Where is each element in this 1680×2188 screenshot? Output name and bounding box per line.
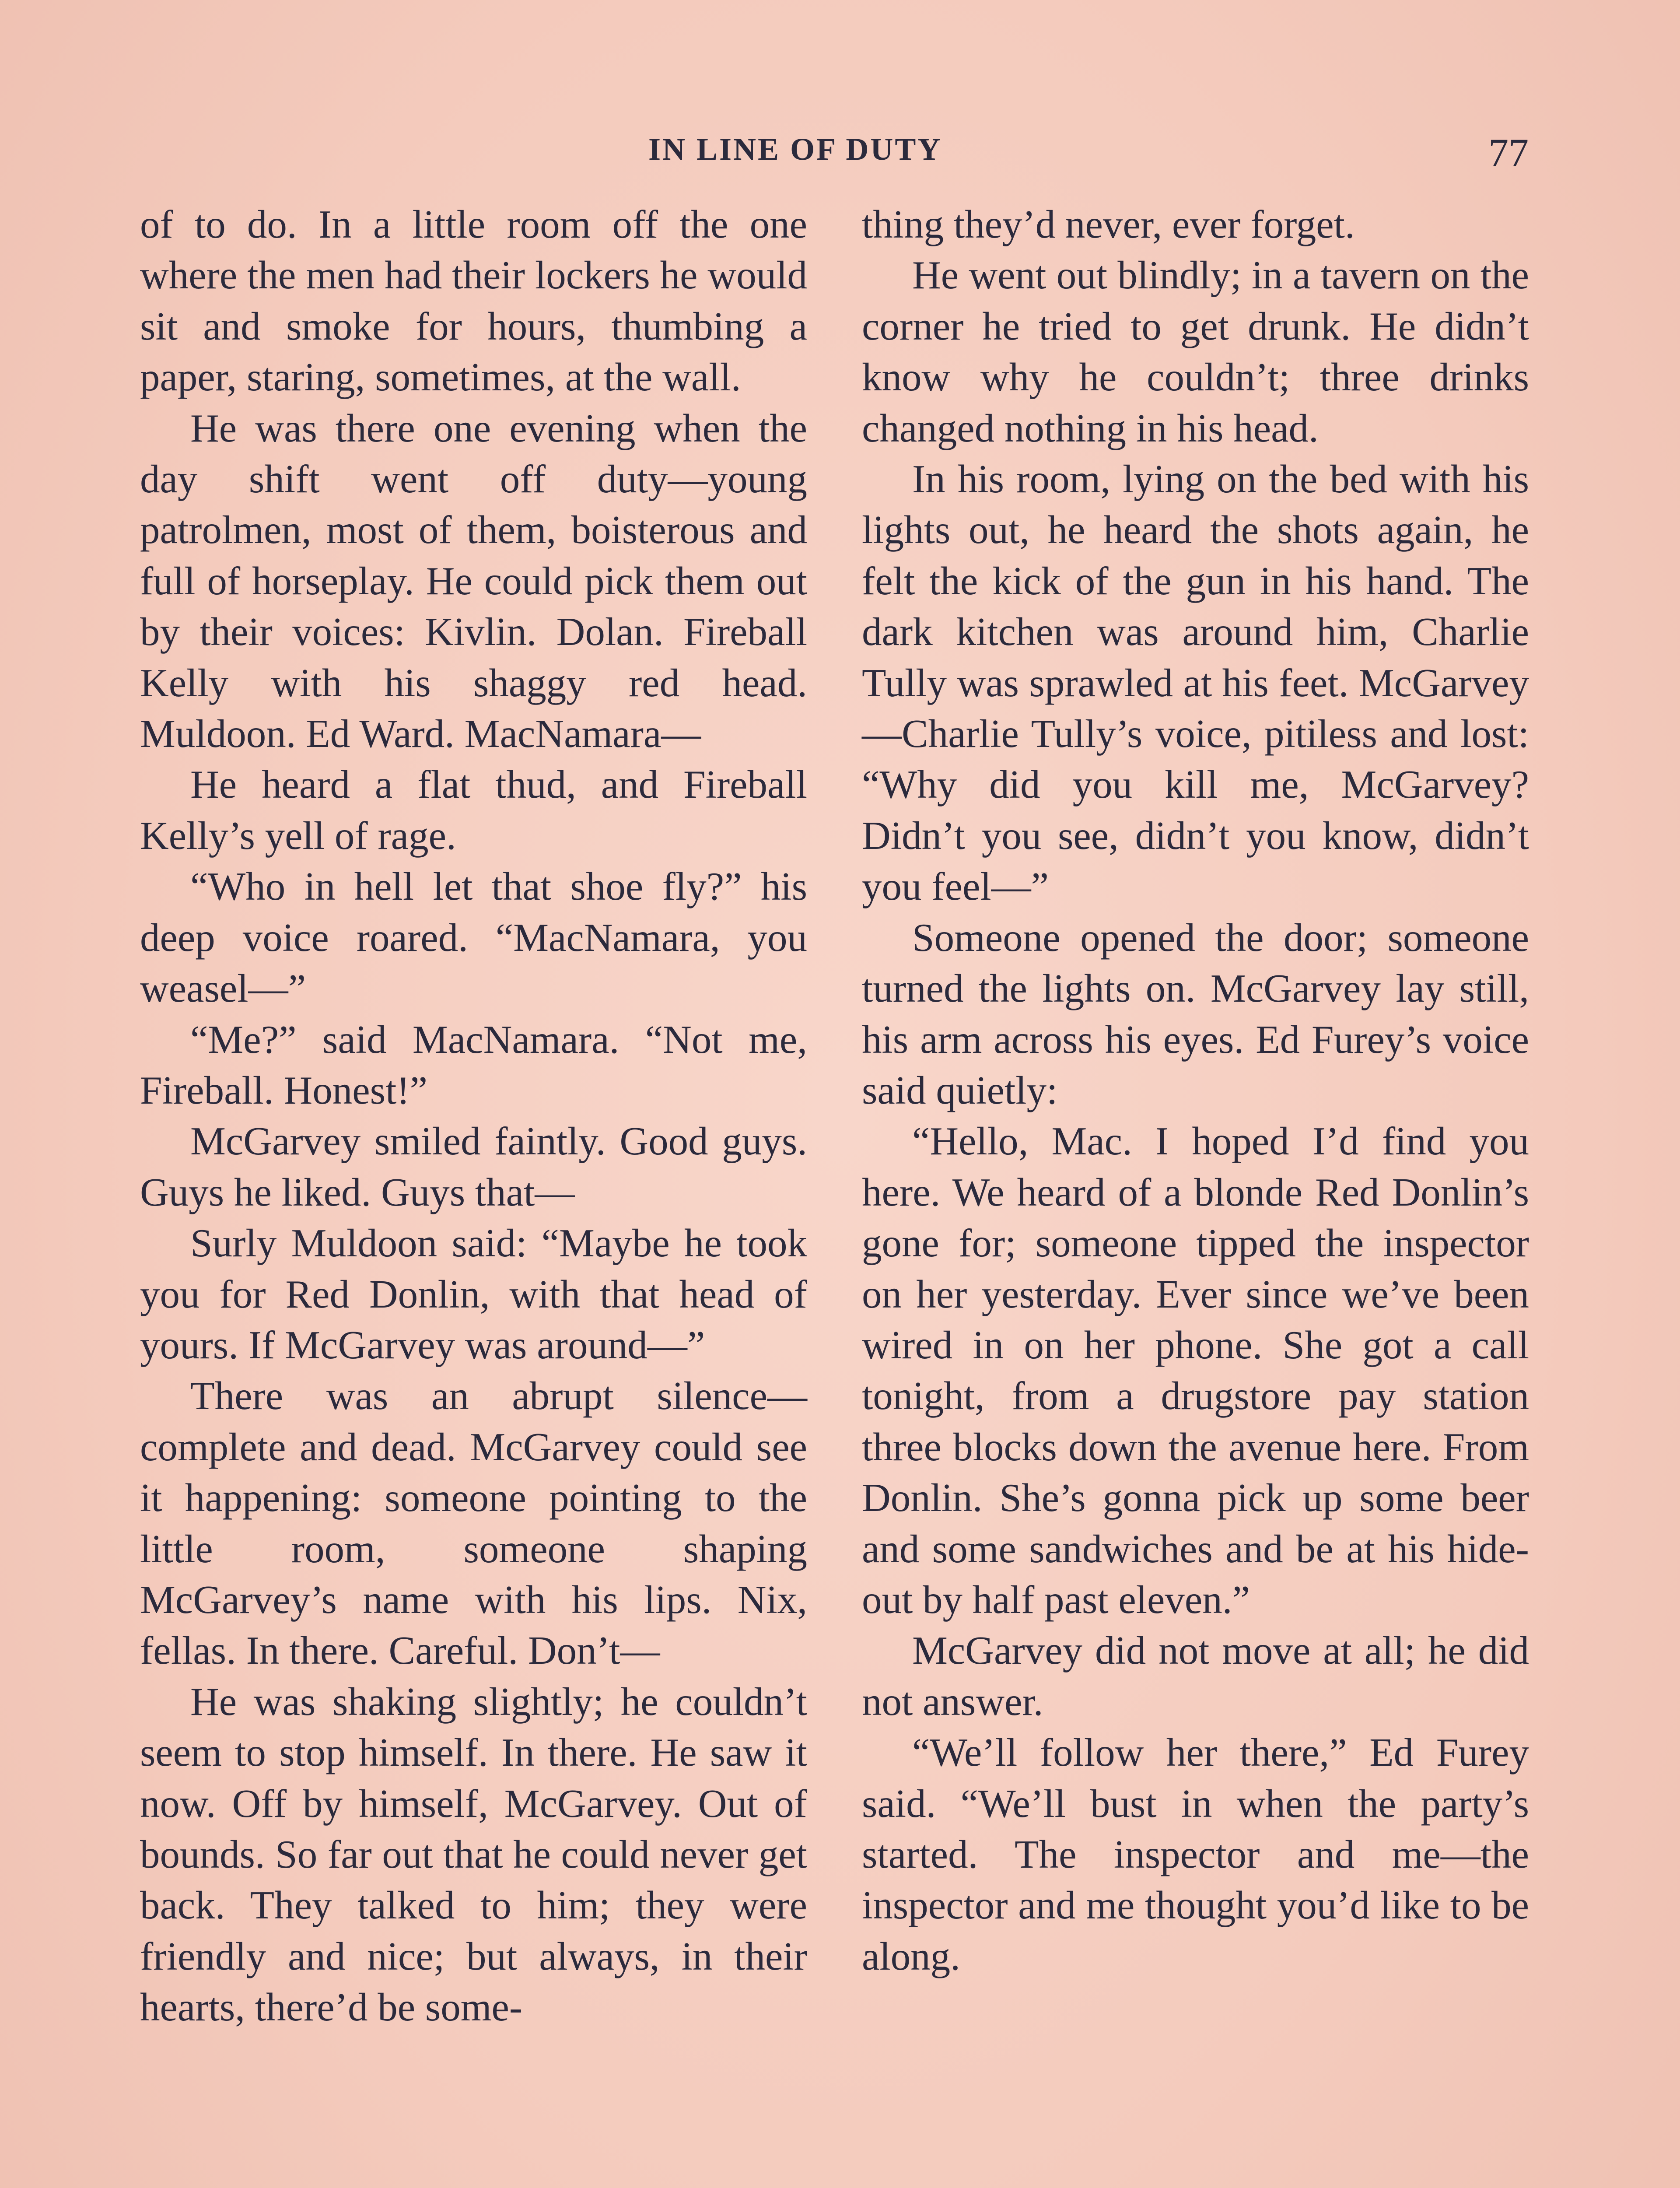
paragraph: He was shaking slightly; he couldn’t seem to stop himself. In there. He saw it now. Off by himself, McGarvey. Out of bounds. So far out that he could never get back. They talked to him; they were friendly and nice; but always, in their hearts, there’d be some- — [140, 1679, 807, 2030]
paragraph: “Me?” said MacNamara. “Not me, Fireball. Honest!” — [140, 1017, 807, 1112]
paragraph: There was an abrupt silence—complete and dead. McGarvey could see it happening: someone pointing to the little room, someone shaping McGarvey’s name with his lips. Nix, fellas. In there. Careful. Don’t— — [140, 1374, 807, 1673]
paragraph: Surly Muldoon said: “Maybe he took you for Red Donlin, with that head of yours. If McGarvey was around—” — [140, 1221, 807, 1367]
paragraph: He went out blindly; in a tavern on the corner he tried to get drunk. He didn’t know why he couldn’t; three drinks changed nothing in his head. — [862, 253, 1529, 450]
paragraph: Someone opened the door; someone turned the lights on. McGarvey lay still, his arm across his eyes. Ed Furey’s voice said quietly: — [862, 915, 1529, 1112]
paragraph: McGarvey smiled faintly. Good guys. Guys he liked. Guys that— — [140, 1119, 807, 1214]
paragraph: thing they’d never, ever forget. — [862, 202, 1355, 246]
paragraph: “We’ll follow her there,” Ed Furey said. “We’ll bust in when the party’s started. The inspector and me—the inspector and me thought you’d like to be along. — [862, 1730, 1529, 1978]
paragraph: “Who in hell let that shoe fly?” his deep voice roared. “MacNamara, you weasel—” — [140, 864, 807, 1011]
paragraph: He was there one evening when the day shift went off duty—young patrolmen, most of them, boisterous and full of horseplay. He could pick them out by their voices: Kivlin. Dolan. Fireball Kelly with his shaggy red head. Muldoon. Ed Ward. MacNamara— — [140, 406, 807, 756]
paragraph: “Hello, Mac. I hoped I’d find you here. We heard of a blonde Red Donlin’s gone for; someone tipped the inspector on her yesterday. Ever since we’ve been wired in on her phone. She got a call tonight, from a drugstore pay station three blocks down the avenue here. From Donlin. She’s gonna pick up some beer and some sandwiches and be at his hide-out by half past eleven.” — [862, 1119, 1529, 1622]
paragraph: McGarvey did not move at all; he did not answer. — [862, 1628, 1529, 1724]
left-column — [140, 199, 807, 2033]
paragraph: of to do. In a little room off the one where the men had their lockers he would sit and smoke for hours, thumbing a paper, staring, sometimes, at the wall. — [140, 202, 807, 400]
page-number: 77 — [1488, 130, 1529, 175]
right-column — [862, 199, 1529, 1982]
running-title: IN LINE OF DUTY — [648, 132, 942, 167]
paragraph: In his room, lying on the bed with his lights out, he heard the shots again, he felt the kick of the gun in his hand. The dark kitchen was around him, Charlie Tully was sprawled at his feet. McGarvey—Charlie Tully’s voice, pitiless and lost: “Why did you kill me, McGarvey? Didn’t you see, didn’t you know, didn’t you feel—” — [862, 457, 1529, 909]
paragraph: He heard a flat thud, and Fireball Kelly’s yell of rage. — [140, 762, 807, 858]
